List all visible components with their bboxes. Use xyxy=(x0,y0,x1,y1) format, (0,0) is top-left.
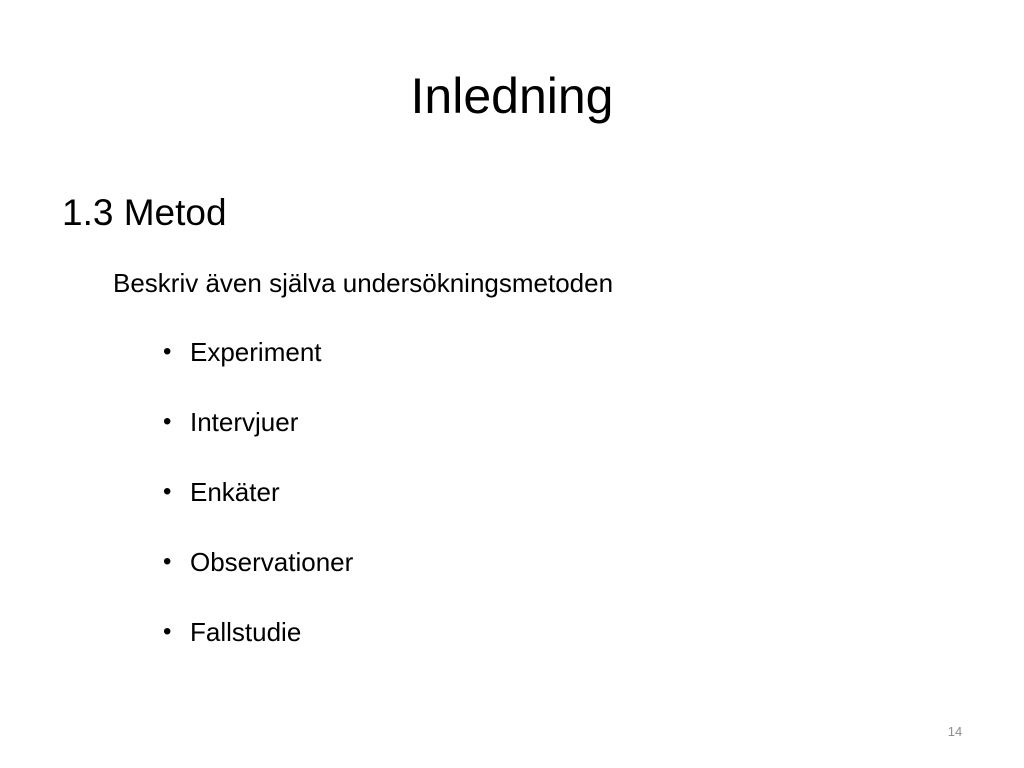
bullet-item-fallstudie xyxy=(163,615,353,685)
bullet-icon: • xyxy=(163,338,172,365)
bullet-item-enkater xyxy=(163,475,353,545)
page-number: 14 xyxy=(947,724,963,739)
bullet-label: Enkäter xyxy=(190,477,280,507)
bullet-label: Intervjuer xyxy=(190,407,299,437)
intro-text: Beskriv även själva undersökningsmetoden xyxy=(113,268,614,298)
bullet-icon: • xyxy=(163,408,172,435)
method-bullet-list xyxy=(163,335,353,685)
bullet-label: Experiment xyxy=(190,337,322,367)
bullet-item-observationer xyxy=(163,545,353,615)
bullet-item-experiment xyxy=(163,335,353,405)
bullet-icon: • xyxy=(163,618,172,645)
section-heading: 1.3 Metod xyxy=(62,192,227,233)
bullet-label: Observationer xyxy=(190,547,354,577)
slide-title: Inledning xyxy=(410,68,614,124)
bullet-icon: • xyxy=(163,478,172,505)
bullet-label: Fallstudie xyxy=(190,617,302,647)
bullet-icon: • xyxy=(163,548,172,575)
bullet-item-intervjuer xyxy=(163,405,353,475)
